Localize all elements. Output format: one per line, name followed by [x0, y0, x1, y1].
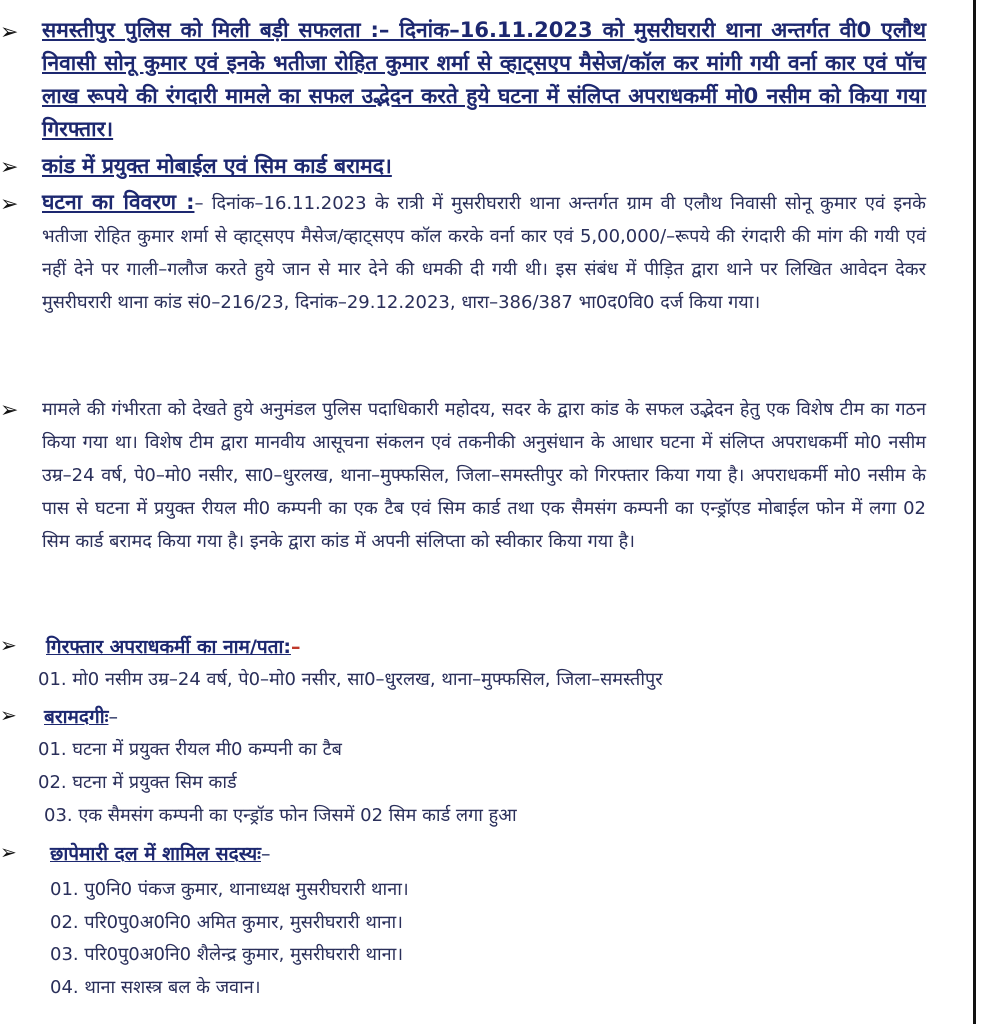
- bullet-arrow-icon: ➢: [0, 155, 19, 180]
- raid-team-member: 04. थाना सशस्त्र बल के जवान।: [50, 977, 261, 998]
- arrested-item: 01. मो0 नसीम उम्र–24 वर्ष, पे0–मो0 नसीर, सा0–धुरलख, थाना–मुफ्फसिल, जिला–समस्तीपुर: [38, 669, 663, 690]
- incident-paragraph: [42, 186, 926, 319]
- bullet-arrow-icon: ➢: [0, 633, 17, 657]
- headline: समस्तीपुर पुलिस को मिली बड़ी सफलता :– दिनांक–16.11.2023 को मुसरीघरारी थाना अन्तर्गत वी0 एलौथ निवासी सोनू कुमार एवं इनके भतीजा रोहित कुमार शर्मा से व्हाट्सएप मैसेज/कॉल कर मांगी गयी वर्ना कार एवं पॉच लाख रूपये की रंगदारी मामले का सफल उद्भेदन करते हुये घटना में संलिप्त अपराधकर्मी मो0 नसीम को किया गया गिरफ्तार।: [42, 18, 926, 141]
- recovered-heading: बरामदगीः–: [44, 706, 118, 728]
- raid-team-member: 03. परि0पु0अ0नि0 शैलेन्द्र कुमार, मुसरीघरारी थाना।: [50, 944, 404, 965]
- raid-team-member: 01. पु0नि0 पंकज कुमार, थानाध्यक्ष मुसरीघरारी थाना।: [50, 879, 409, 900]
- raid-team-member: 02. परि0पु0अ0नि0 अमित कुमार, मुसरीघरारी थाना।: [50, 912, 403, 933]
- recovered-item: 03. एक सैमसंग कम्पनी का एन्ड्रॉड फोन जिसमें 02 सिम कार्ड लगा हुआ: [44, 805, 517, 826]
- arrested-heading: गिरफ्तार अपराधकर्मी का नाम/पता:–: [46, 636, 301, 658]
- bullet-arrow-icon: ➢: [0, 20, 19, 45]
- incident-dash: –: [194, 193, 204, 214]
- recovery-line: कांड में प्रयुक्त मोबाईल एवं सिम कार्ड बरामद।: [42, 154, 392, 178]
- incident-text: दिनांक–16.11.2023 के रात्री में मुसरीघरारी थाना अन्तर्गत ग्राम वी एलौथ निवासी सोनू कुमार एवं इनके भतीजा रोहित कुमार शर्मा से व्हाट्सएप मैसेज/व्हाट्सएप कॉल करके वर्ना कार एवं 5,00,000/–रूपये की रंगदारी की मांग की गयी एवं नहीं देने पर गाली–गलौज करते हुये जान से मार देने की धमकी दी गयी थी। इस संबंध में पीड़ित द्वारा थाने पर लिखित आवेदन देकर मुसरीघरारी थाना कांड सं0–216/23, दिनांक–29.12.2023, धारा–386/387 भा0द0वि0 दर्ज किया गया।: [42, 193, 926, 313]
- recovered-item: 02. घटना में प्रयुक्त सिम कार्ड: [38, 772, 237, 793]
- bullet-arrow-icon: ➢: [0, 192, 19, 217]
- raid-team-heading: छापेमारी दल में शामिल सदस्यः–: [50, 843, 271, 865]
- bullet-arrow-icon: ➢: [0, 703, 17, 727]
- bullet-arrow-icon: ➢: [0, 398, 19, 423]
- incident-label: घटना का विवरण :: [42, 190, 195, 214]
- page-right-border: [973, 0, 976, 1024]
- investigation-paragraph: मामले की गंभीरता को देखते हुये अनुमंडल पुलिस पदाधिकारी महोदय, सदर के द्वारा कांड के सफल उद्भेदन हेतु एक विशेष टीम का गठन किया गया था। विशेष टीम द्वारा मानवीय आसूचना संकलन एवं तकनीकी अनुसंधान के आधार घटना में संलिप्त अपराधकर्मी मो0 नसीम उम्र–24 वर्ष, पे0–मो0 नसीर, सा0–धुरलख, थाना–मुफ्फसिल, जिला–समस्तीपुर को गिरफ्तार किया गया है। अपराधकर्मी मो0 नसीम के पास से घटना में प्रयुक्त रीयल मी0 कम्पनी का एक टैब एवं सिम कार्ड तथा एक सैमसंग कम्पनी का एन्ड्रॉएड मोबाईल फोन में लगा 02 सिम कार्ड बरामद किया गया है। इनके द्वारा कांड में अपनी संलिप्ता को स्वीकार किया गया है।: [42, 399, 926, 552]
- recovered-item: 01. घटना में प्रयुक्त रीयल मी0 कम्पनी का टैब: [38, 739, 342, 760]
- bullet-arrow-icon: ➢: [0, 840, 17, 864]
